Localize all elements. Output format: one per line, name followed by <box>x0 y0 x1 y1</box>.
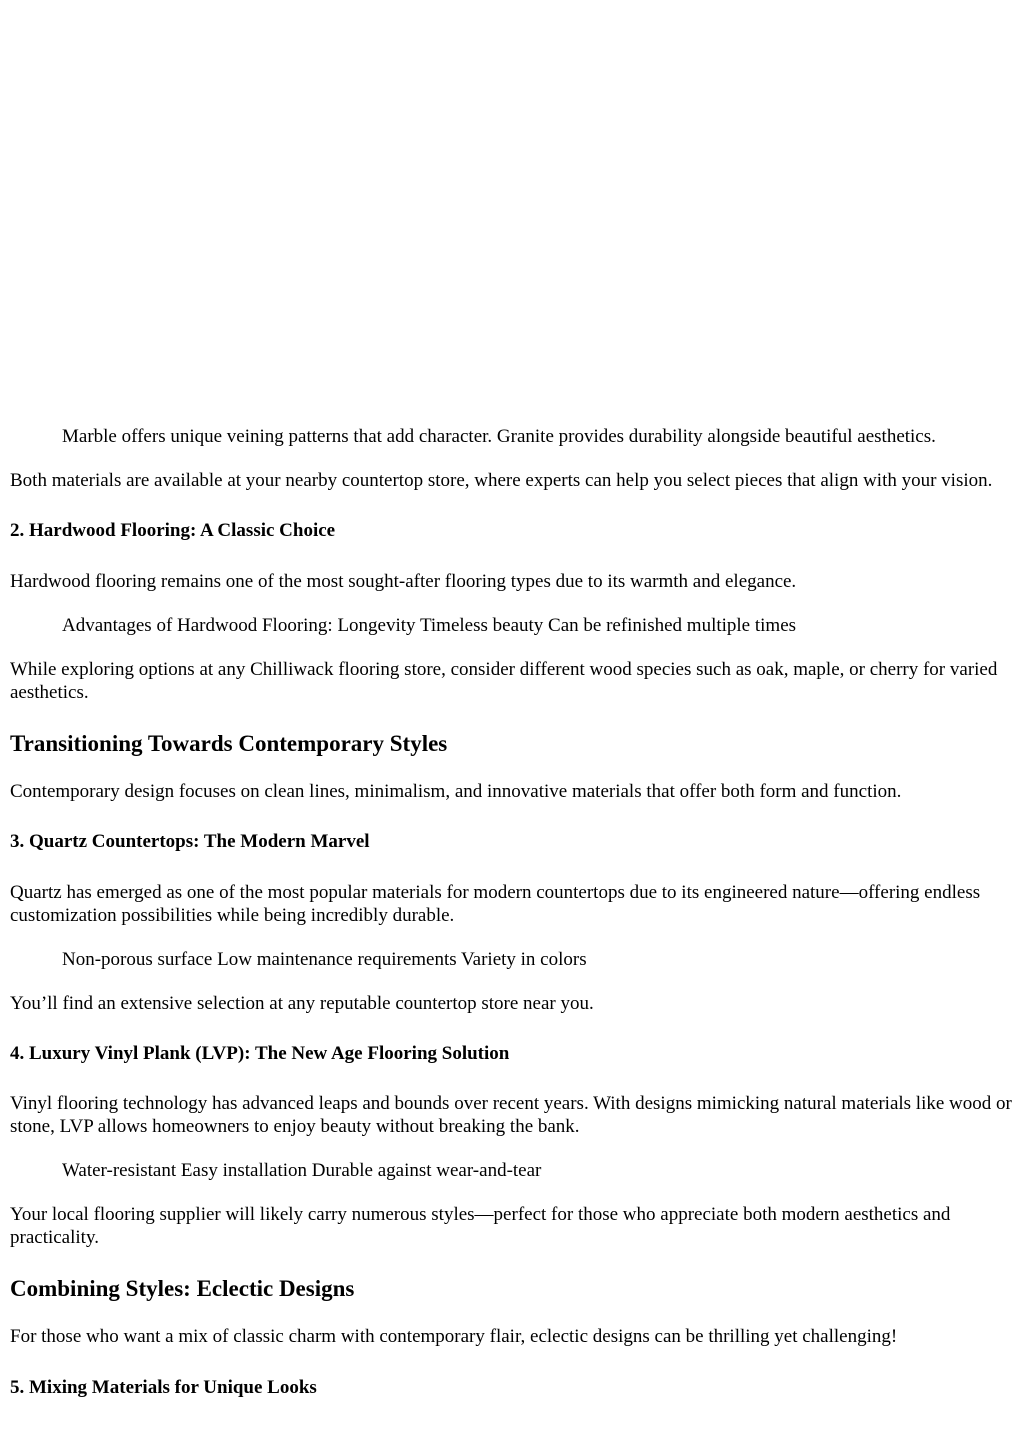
article-body <box>10 0 1014 1399</box>
vinyl-features-list: Water-resistant Easy installation Durable against wear-and-tear <box>62 1160 542 1181</box>
eclectic-paragraph: For those who want a mix of classic charm with contemporary flair, eclectic designs can be thrilling yet challenging! <box>10 1326 898 1347</box>
heading-hardwood-flooring: 2. Hardwood Flooring: A Classic Choice <box>10 520 336 541</box>
heading-contemporary-styles: Transitioning Towards Contemporary Styles <box>10 731 448 756</box>
contemporary-paragraph: Contemporary design focuses on clean lines, minimalism, and innovative materials that offer both form and function. <box>10 781 902 802</box>
heading-eclectic-designs: Combining Styles: Eclectic Designs <box>10 1276 355 1301</box>
hardwood-paragraph: Hardwood flooring remains one of the most sought-after flooring types due to its warmth and elegance. <box>10 571 797 592</box>
quartz-paragraph: Quartz has emerged as one of the most popular materials for modern countertops due to its engineered nature—offering endless customization possibilities while being incredibly durable. <box>10 882 981 926</box>
hardwood-advantages-list: Advantages of Hardwood Flooring: Longevity Timeless beauty Can be refinished multiple times <box>62 615 797 636</box>
flooring-supplier-paragraph: Your local flooring supplier will likely carry numerous styles—perfect for those who appreciate both modern aesthetics and practicality. <box>10 1204 951 1248</box>
marble-granite-list: Marble offers unique veining patterns that add character. Granite provides durability alongside beautiful aesthetics. <box>62 426 936 447</box>
heading-mixing-materials: 5. Mixing Materials for Unique Looks <box>10 1377 317 1398</box>
blank-image-area <box>10 0 1014 425</box>
heading-quartz-countertops: 3. Quartz Countertops: The Modern Marvel <box>10 831 370 852</box>
vinyl-paragraph: Vinyl flooring technology has advanced leaps and bounds over recent years. With designs mimicking natural materials like wood or stone, LVP allows homeowners to enjoy beauty without breaking the bank. <box>10 1093 1012 1137</box>
quartz-features-list: Non-porous surface Low maintenance requirements Variety in colors <box>62 949 587 970</box>
countertop-selection-paragraph: You’ll find an extensive selection at any reputable countertop store near you. <box>10 993 594 1014</box>
chilliwack-store-paragraph: While exploring options at any Chilliwack flooring store, consider different wood species such as oak, maple, or cherry for varied aesthetics. <box>10 659 998 703</box>
countertop-store-paragraph: Both materials are available at your nearby countertop store, where experts can help you select pieces that align with your vision. <box>10 470 993 491</box>
heading-luxury-vinyl-plank: 4. Luxury Vinyl Plank (LVP): The New Age Flooring Solution <box>10 1043 510 1064</box>
